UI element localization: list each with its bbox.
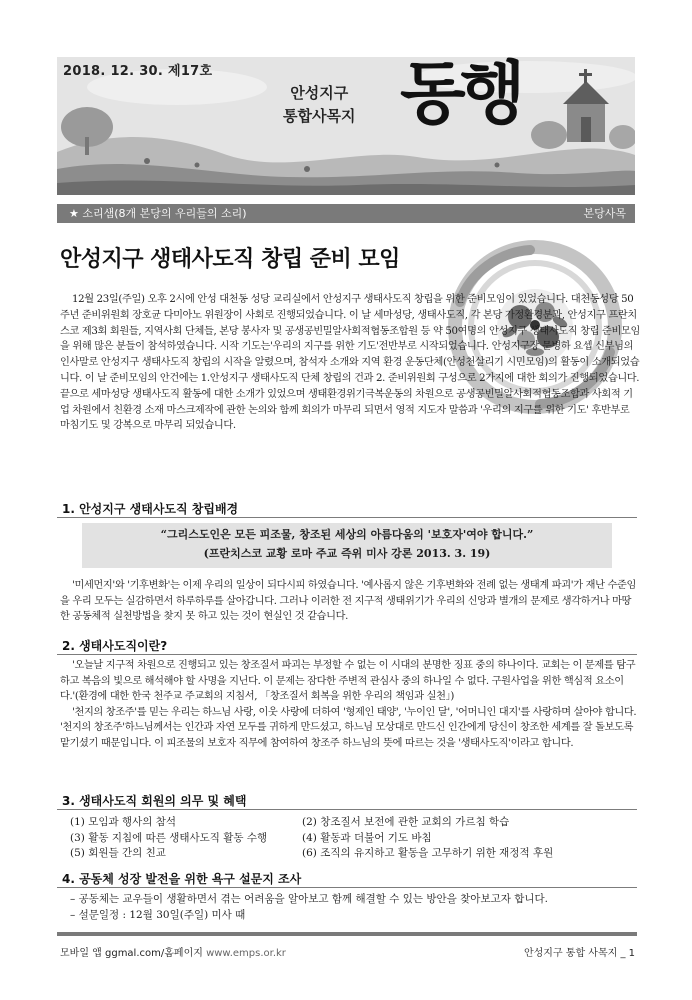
- section-bar: [57, 204, 635, 223]
- section-bar-category: 본당사목: [583, 207, 626, 220]
- duty-item: (1) 모임과 행사의 참석: [70, 816, 177, 828]
- quote-line-1: “그리스도인은 모든 피조물, 창조된 세상의 아름다움의 '보호자'여야 합니다.”: [160, 528, 534, 541]
- intro-text: 12월 23일(주일) 오후 2시에 안성 대천동 성당 교리실에서 안성지구 생태사도직 창립을 위한 준비모임이 있었습니다. 대천동성당 50주년 준비위원회 장호균 다미아노 위원장이 사회로 진행되었습니다. 이 날 세마성당, 생태사도직, 각 본당 가정환경분과, 안성지구 프란치스코 제3회 회원들, 지역사회 단체들, 본당 봉사자 및 공생공빈밀알사회적협동조합원 등 약 50여명의 안성지구 생태사도직 창립 준비모임을 위해 많은 분들이 참석하였습니다. 시작 기도는'우리의 지구를 위한 기도'전반부로 시작되었습니다. 안성지구장 문병하 요셉 신부님의 인사말로 안성지구 생태사도직 창립의 시작을 알렸으며, 참석자 소개와 지역 환경 운동단체(안성천살리기 시민모임)의 활동이 소개되었습니다. 이 날 준비모임의 안건에는 1.안성지구 생태사도직 단체 창립의 건과 2. 준비위원회 구성으로 2가지에 대한 회의가 진행되었습니다. 끝으로 세마성당 생태사도직 활동에 대한 소개가 있었으며 생태환경위기극복운동의 차원으로 공생공빈밀알사회적협동조합과 사회적 기업 차원에서 친환경 소재 마스크제작에 관한 논의와 함께 회의가 마무리 되면서 영적 지도자 말씀과 '우리의 지구를 위한 기도' 후반부로 마침기도 및 강복으로 마무리 되었습니다.: [60, 294, 641, 432]
- section-divider: [57, 517, 637, 518]
- intro-paragraph: [60, 292, 640, 434]
- duty-item: (3) 활동 지침에 따른 생태사도직 활동 수행: [70, 831, 268, 844]
- section-4-title: 4. 공동체 성장 발전을 위한 욕구 설문지 조사: [62, 872, 302, 886]
- definition-paragraph-2: '천지의 창조주'를 믿는 우리는 하느님 사랑, 이웃 사랑에 더하여 '형제인 태양', '누이인 달', '어머니인 대지'를 사랑하며 살아야 합니다. '천지의 창조주'하느님께서는 인간과 자연 모두를 귀하게 만드셨고, 하느님 모상대로 만드신 인간에게 당신이 창조한 세계를 잘 돌보도록 맡기셨기 때문입니다. 이 피조물의 보호자 직무에 참여하여 창조주 하느님의 뜻에 따르는 것을 '생태사도직'이라고 합니다.: [60, 706, 637, 749]
- duty-item: (4) 활동과 더불어 기도 바침: [302, 831, 432, 844]
- masthead-subtitle: [283, 82, 355, 128]
- section-divider: [57, 887, 637, 888]
- newsletter-logo: 동행: [400, 54, 520, 134]
- duties-list: [70, 815, 630, 862]
- background-text: '미세먼지'와 '기후변화'는 이제 우리의 일상이 되다시피 하였습니다. '예사롭지 않은 기후변화와 전례 없는 생태계 파괴'가 재난 수준임을 우리 모두는 실감하면서 하루하루를 살아갑니다. 그러나 이러한 전 지구적 생태위기가 우리의 신앙과 별개의 문제로 생각하거나 마땅한 공동체적 실천방법을 찾지 못 하고 있는 것이 현실인 것 같습니다.: [60, 580, 636, 622]
- definition-section: [60, 658, 640, 751]
- section-divider: [57, 809, 637, 810]
- homepage-link[interactable]: www.emps.or.kr: [206, 948, 286, 959]
- survey-item: – 설문일정 : 12월 30일(주일) 미사 때: [70, 908, 246, 921]
- issue-date: 2018. 12. 30. 제17호: [63, 64, 213, 79]
- page-number: 안성지구 통합 사목지 _ 1: [523, 948, 635, 959]
- footer-app-label: 모바일 앱 ggmal.com/홈페이지: [60, 948, 207, 959]
- pull-quote: [82, 523, 612, 568]
- section-3-title: 3. 생태사도직 회원의 의무 및 혜택: [62, 794, 247, 808]
- quote-line-2: (프란치스코 교황 로마 주교 즉위 미사 강론 2013. 3. 19): [203, 547, 491, 560]
- section-1-title: 1. 안성지구 생태사도직 창립배경: [62, 502, 239, 516]
- background-section: [60, 578, 640, 625]
- section-bar-label: ★ 소리샘(8개 본당의 우리들의 소리): [69, 207, 247, 220]
- list-item: [70, 846, 630, 862]
- duty-item: (5) 회원들 간의 친교: [70, 847, 166, 860]
- article-title: 안성지구 생태사도직 창립 준비 모임: [60, 247, 400, 272]
- subtitle-line-2: 통합사목지: [283, 107, 356, 125]
- survey-list: [70, 892, 548, 923]
- subtitle-line-1: 안성지구: [290, 84, 349, 102]
- duty-item: (6) 조직의 유지하고 활동을 고무하기 위한 재정적 후원: [302, 847, 554, 860]
- section-2-title: 2. 생태사도직이란?: [62, 639, 168, 653]
- survey-item: – 공동체는 교우들이 생활하면서 겪는 어려움을 알아보고 함께 해결할 수 있는 방안을 찾아보고자 합니다.: [70, 893, 548, 905]
- footer-rule: [57, 932, 637, 936]
- section-divider: [57, 654, 637, 655]
- list-item: [70, 831, 630, 847]
- footer-contact: [60, 944, 286, 959]
- list-item: [70, 815, 630, 831]
- definition-paragraph-1: '오늘날 지구적 차원으로 진행되고 있는 창조질서 파괴는 부정할 수 없는 이 시대의 분명한 징표 중의 하나이다. 교회는 이 문제를 탐구하고 복음의 빛으로 해석해야 할 사명을 지닌다. 이 문제는 잠다한 주변적 관심사 중의 하나일 수 없다. 구원사업을 위한 핵심적 요소이다.'(환경에 대한 한국 천주교 주교회의 지침서, 「창조질서 회복을 위한 우리의 책임과 실천」): [60, 660, 636, 702]
- duty-item: (2) 창조질서 보전에 관한 교회의 가르침 학습: [302, 816, 510, 828]
